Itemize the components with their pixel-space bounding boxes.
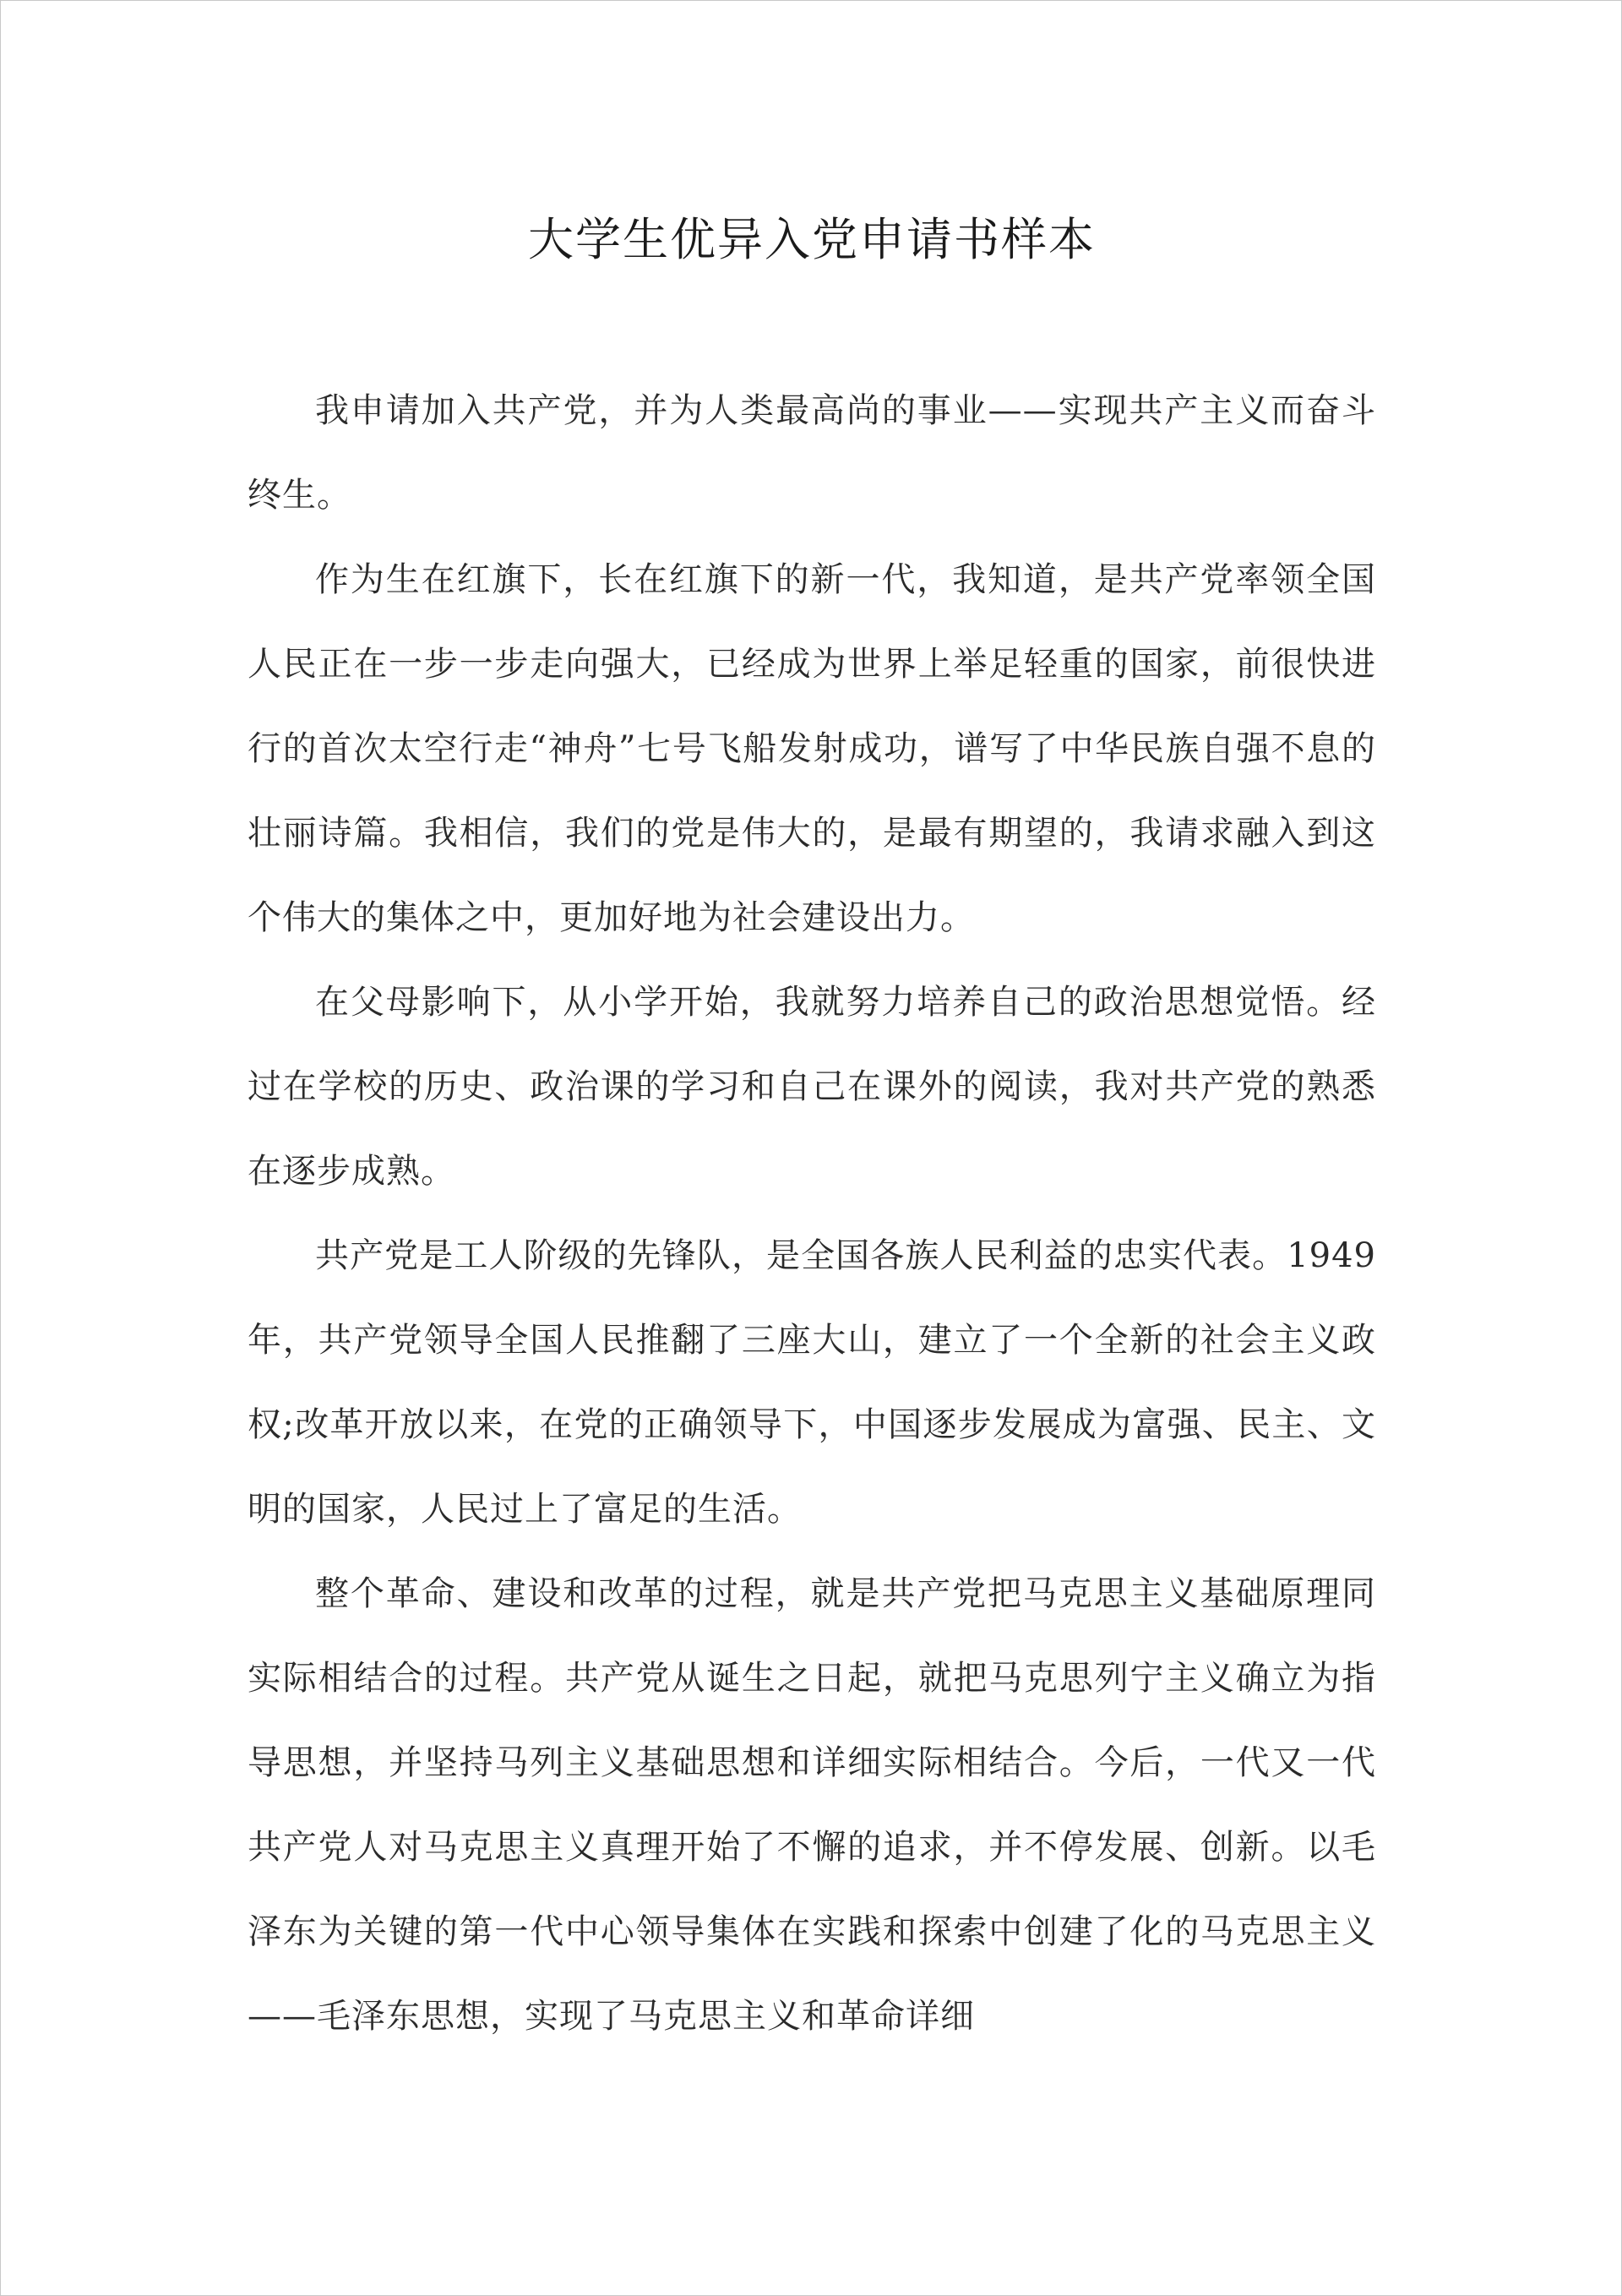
document-title: 大学生优异入党申请书样本 (528, 213, 1096, 266)
paragraph-2: 作为生在红旗下，长在红旗下的新一代，我知道，是共产党率领全国人民正在一步一步走向强大，已经成为世界上举足轻重的国家，前很快进行的首次太空行走“神舟”七号飞船发射成功，谱写了中华民族自强不息的壮丽诗篇。我相信，我们的党是伟大的，是最有期望的，我请求融入到这个伟大的集体之中，更加好地为社会建设出力。 (248, 560, 1376, 937)
document-body (248, 368, 1376, 2059)
paragraph-5: 整个革命、建设和改革的过程，就是共产党把马克思主义基础原理同实际相结合的过程。共产党从诞生之日起，就把马克思列宁主义确立为指导思想，并坚持马列主义基础思想和详细实际相结合。今后，一代又一代共产党人对马克思主义真理开始了不懈的追求，并不停发展、创新。以毛泽东为关键的第一代中心领导集体在实践和探索中创建了化的马克思主义——毛泽东思想，实现了马克思主义和革命详细 (248, 1574, 1376, 2036)
paragraph-3: 在父母影响下，从小学开始，我就努力培养自己的政治思想觉悟。经过在学校的历史、政治课的学习和自己在课外的阅读，我对共产党的熟悉在逐步成熟。 (248, 983, 1376, 1191)
paragraph-4: 共产党是工人阶级的先锋队，是全国各族人民利益的忠实代表。1949年，共产党领导全国人民推翻了三座大山，建立了一个全新的社会主义政权;改革开放以来，在党的正确领导下，中国逐步发展成为富强、民主、文明的国家，人民过上了富足的生活。 (248, 1236, 1376, 1529)
paragraph-1: 我申请加入共产党，并为人类最高尚的事业——实现共产主义而奋斗终生。 (248, 391, 1376, 515)
